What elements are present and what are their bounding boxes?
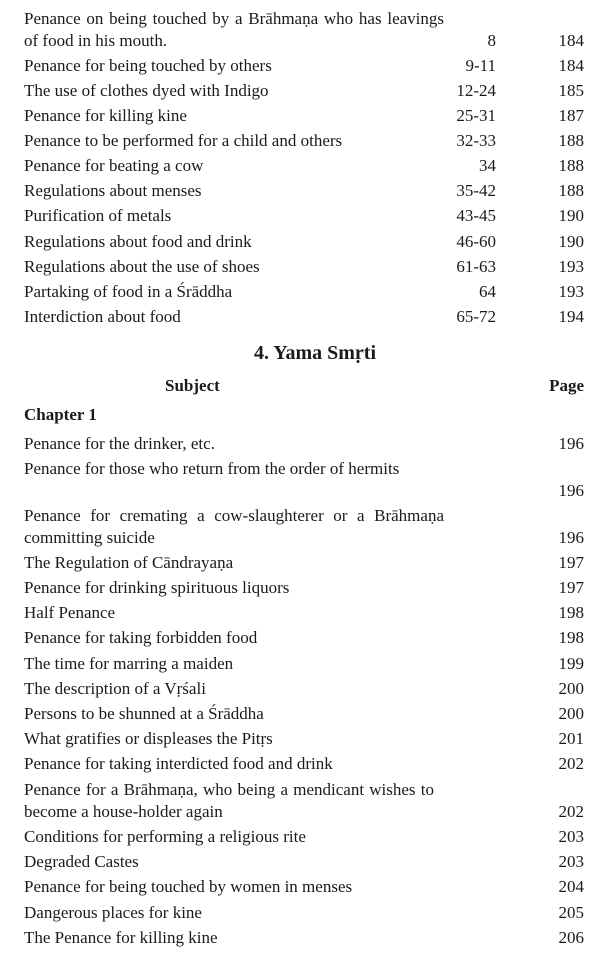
toc-entry	[24, 8, 584, 52]
entry-subject: Penance for being touched by others	[24, 56, 272, 75]
entry-page: 193	[558, 282, 584, 301]
toc-entry	[24, 505, 584, 549]
entry-subject: The time for marring a maiden	[24, 654, 234, 673]
toc-entry	[24, 458, 584, 502]
entry-subject: The Regulation of Cāndrayaṇa	[24, 553, 234, 572]
entry-subject: Persons to be shunned at a Śrāddha	[24, 704, 264, 723]
entry-verses: 32-33	[456, 131, 496, 150]
entry-subject: Purification of metals	[24, 206, 172, 225]
entry-page: 188	[558, 156, 584, 175]
entry-subject: Regulations about menses	[24, 181, 202, 200]
entry-verses: 12-24	[456, 81, 496, 100]
entry-verses: 64	[479, 282, 496, 301]
entry-subject: What gratifies or displeases the Pitṛs	[24, 729, 273, 748]
entry-page: 194	[558, 307, 584, 326]
entry-verses: 65-72	[456, 307, 496, 326]
entry-subject: Penance for the drinker, etc.	[24, 434, 215, 453]
entry-page: 197	[558, 578, 584, 597]
entry-page: 196	[558, 528, 584, 547]
entry-subject: Interdiction about food	[24, 307, 181, 326]
entry-subject: Penance for a Brāhmaṇa, who being a mendicant wishes to become a house-holder again	[24, 780, 434, 821]
entry-page: 188	[558, 181, 584, 200]
entry-page: 204	[558, 877, 584, 896]
entry-page: 200	[558, 679, 584, 698]
entry-subject: Degraded Castes	[24, 852, 139, 871]
entry-subject: Penance for being touched by women in menses	[24, 877, 353, 896]
entry-subject: Regulations about the use of shoes	[24, 257, 260, 276]
entry-page: 202	[558, 802, 584, 821]
entry-page: 193	[558, 257, 584, 276]
entry-page: 184	[558, 56, 584, 75]
entry-page: 198	[558, 603, 584, 622]
entry-subject: Conditions for performing a religious rite	[24, 827, 306, 846]
entry-subject: Penance for cremating a cow-slaughterer or a Brāhmaṇa committing suicide	[24, 506, 444, 547]
entry-subject: Regulations about food and drink	[24, 232, 252, 251]
entry-verses: 25-31	[456, 106, 496, 125]
chapter-heading: Chapter 1	[24, 405, 97, 424]
entry-page: 203	[558, 852, 584, 871]
entry-subject: Penance for drinking spirituous liquors	[24, 578, 290, 597]
entry-page: 196	[558, 434, 584, 453]
entry-subject: Penance for beating a cow	[24, 156, 204, 175]
entry-page: 201	[558, 729, 584, 748]
entry-page: 187	[558, 106, 584, 125]
entry-subject: Penance on being touched by a Brāhmaṇa who has leavings of food in his mouth.	[24, 9, 444, 50]
entry-page: 197	[558, 553, 584, 572]
entry-subject: Dangerous places for kine	[24, 903, 202, 922]
entry-verses: 43-45	[456, 206, 496, 225]
toc-entry	[24, 779, 584, 823]
entry-page: 202	[558, 754, 584, 773]
entry-subject: Partaking of food in a Śrāddha	[24, 282, 233, 301]
entry-page: 190	[558, 206, 584, 225]
entry-subject: The description of a Vṛśali	[24, 679, 206, 698]
entry-verses: 34	[479, 156, 496, 175]
entry-page: 198	[558, 628, 584, 647]
entry-subject: Penance for those who return from the order of hermits	[24, 459, 400, 478]
entry-subject: Half Penance	[24, 603, 116, 622]
entry-page: 206	[558, 928, 584, 947]
entry-page: 184	[558, 31, 584, 50]
entry-page: 200	[558, 704, 584, 723]
entry-page: 196	[558, 481, 584, 500]
entry-verses: 35-42	[456, 181, 496, 200]
entry-subject: Penance to be performed for a child and others	[24, 131, 343, 150]
entry-subject: Penance for killing kine	[24, 106, 187, 125]
entry-verses: 8	[487, 31, 496, 50]
entry-verses: 9-11	[465, 56, 496, 75]
entry-subject: Penance for taking forbidden food	[24, 628, 258, 647]
entry-page: 190	[558, 232, 584, 251]
entry-verses: 46-60	[456, 232, 496, 251]
section-title: 4. Yama Smṛti	[253, 342, 377, 364]
entry-page: 203	[558, 827, 584, 846]
subject-column-header: Subject	[165, 376, 220, 395]
entry-subject: The use of clothes dyed with Indigo	[24, 81, 269, 100]
entry-subject: The Penance for killing kine	[24, 928, 218, 947]
entry-page: 199	[558, 654, 584, 673]
entry-subject: Penance for taking interdicted food and drink	[24, 754, 333, 773]
entry-page: 185	[558, 81, 584, 100]
entry-page: 205	[558, 903, 584, 922]
entry-verses: 61-63	[456, 257, 496, 276]
entry-page: 188	[558, 131, 584, 150]
page-column-header: Page	[549, 376, 584, 395]
